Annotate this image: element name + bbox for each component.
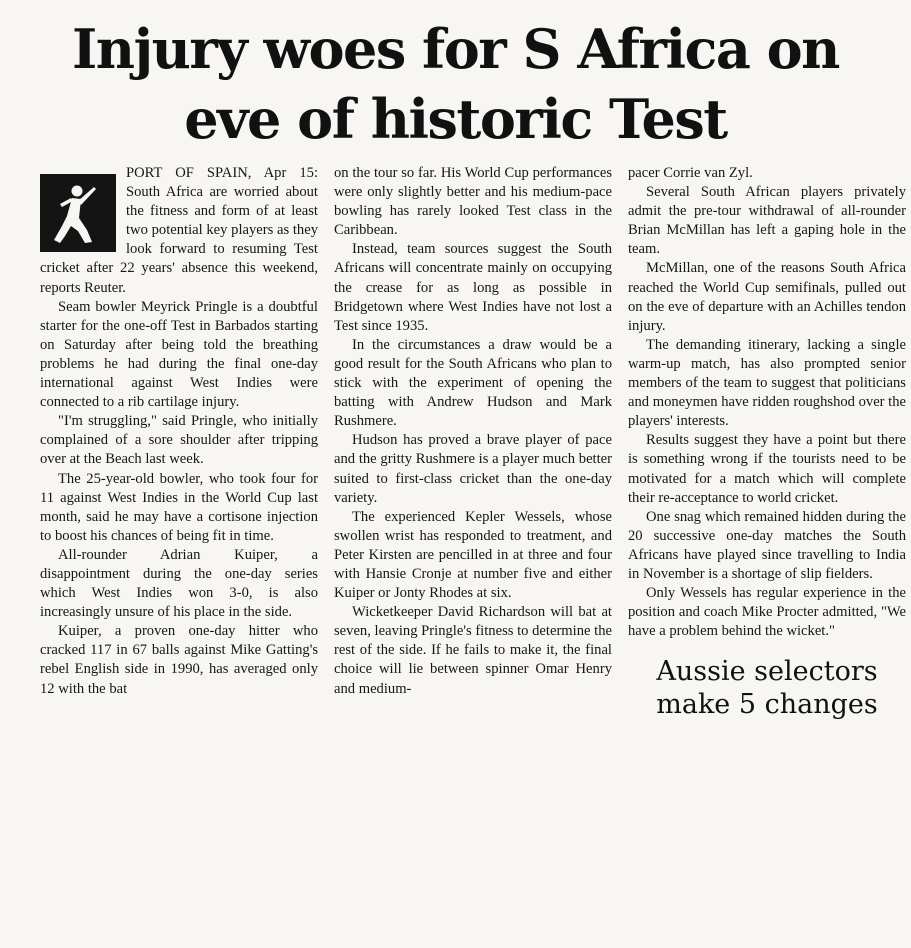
article-paragraph: Wicketkeeper David Richardson will bat at seven, leaving Pringle's fitness to determine the rest of the side. If he fails to make it, the final choice will lie between spinner Omar Henry and medium- <box>334 604 612 697</box>
headline-line-2: eve of historic Test <box>184 87 727 151</box>
article-column-2 <box>334 164 612 948</box>
article-paragraph: Kuiper, a proven one-day hitter who cracked 117 in 67 balls against Mike Gatting's rebel English side in 1990, has averaged only 12 with the bat <box>40 623 318 697</box>
article-paragraph: PORT OF SPAIN, Apr 15: South Africa are worried about the fitness and form of at least two potential key players as they look forward to resuming Test cricket after 22 years' absence this weekend, reports Reuter. <box>40 165 318 296</box>
article-paragraph: One snag which remained hidden during the 20 successive one-day matches the South Africans have played since travelling to India in November is a shortage of slip fielders. <box>628 508 906 582</box>
headline <box>0 14 911 154</box>
sub-headline-line-2: make 5 changes <box>656 689 878 721</box>
sub-headline-line-1: Aussie selectors <box>656 656 878 688</box>
headline-line-1: Injury woes for S Africa on <box>72 17 839 81</box>
article-paragraph: Instead, team sources suggest the South Africans will concentrate mainly on occupying the crease for as long as possible in Bridgetown where West Indies have not lost a Test since 1935. <box>334 241 612 334</box>
sub-headline <box>628 655 906 721</box>
article-paragraph: In the circumstances a draw would be a good result for the South Africans who plan to stick with the experiment of opening the batting with Andrew Hudson and Mark Rushmere. <box>334 336 612 430</box>
article-paragraph: All-rounder Adrian Kuiper, a disappointment during the one-day series which West Indies won 3-0, is also increasingly unsure of his place in the side. <box>40 546 318 621</box>
article-paragraph: The experienced Kepler Wessels, whose swollen wrist has responded to treatment, and Peter Kirsten are pencilled in at three and four with Hansie Cronje at number five and either Kuiper or Jonty Rhodes at six. <box>334 508 612 602</box>
article-paragraph: Several South African players privately admit the pre-tour withdrawal of all-rounder Brian McMillan has left a gaping hole in the team. <box>628 184 906 258</box>
article-paragraph: Hudson has proved a brave player of pace and the gritty Rushmere is a player much better suited to first-class cricket than the one-day variety. <box>334 432 612 506</box>
article-column-1 <box>40 164 318 948</box>
article-paragraph: The demanding itinerary, lacking a single warm-up match, has also prompted senior members of the team to suggest that politicians and moneymen have ridden roughshod over the players' interests. <box>628 336 906 430</box>
article-paragraph: "I'm struggling," said Pringle, who initially complained of a sore shoulder after tripping over at the Beach last week. <box>40 413 318 468</box>
article-column-3 <box>628 164 906 948</box>
article-body <box>40 164 906 948</box>
article-paragraph: on the tour so far. His World Cup performances were only slightly better and his medium-pace bowling has rarely looked Test class in the Caribbean. <box>334 165 612 239</box>
article-paragraph: Seam bowler Meyrick Pringle is a doubtful starter for the one-off Test in Barbados starting on Saturday after being told the breathing problems he had during the final one-day international against West Indies were connected to a rib cartilage injury. <box>40 298 318 411</box>
article-paragraph: pacer Corrie van Zyl. <box>628 165 753 181</box>
article-paragraph: Only Wessels has regular experience in the position and coach Mike Procter admitted, "We have a problem behind the wicket." <box>628 585 906 640</box>
article-paragraph: Results suggest they have a point but there is something wrong if the tourists need to be motivated for a match which will complete their re-acceptance to world cricket. <box>628 432 906 506</box>
cricket-batsman-icon <box>40 174 116 252</box>
article-paragraph: McMillan, one of the reasons South Africa reached the World Cup semifinals, pulled out on the eve of departure with an Achilles tendon injury. <box>628 260 906 334</box>
article-paragraph: The 25-year-old bowler, who took four for 11 against West Indies in the World Cup last month, said he may have a cortisone injection to boost his chances of being fit in time. <box>40 470 318 544</box>
